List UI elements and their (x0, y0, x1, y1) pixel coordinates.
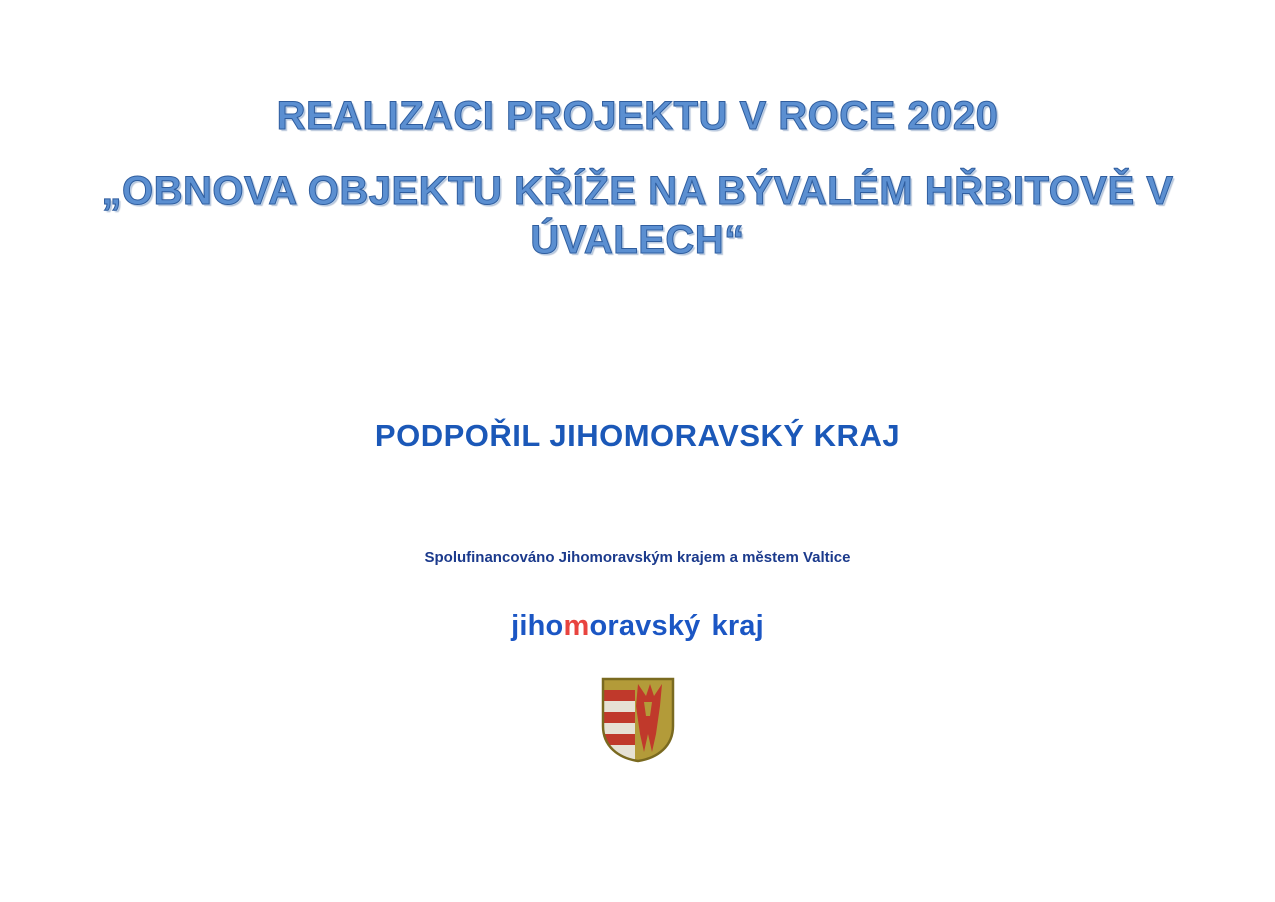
logo-word-accent: m (563, 610, 590, 642)
logo-wordmark (0, 610, 1275, 643)
crest-wrap (0, 676, 1275, 769)
heading-block (0, 92, 1275, 264)
logo-word-part1: jiho (511, 610, 564, 642)
cofinance-note: Spolufinancováno Jihomoravským krajem a městem Valtice (424, 549, 851, 566)
logo-word-part3: kraj (711, 610, 764, 642)
heading-line-2: „OBNOVA OBJEKTU KŘÍŽE NA BÝVALÉM HŘBITOVĚ V ÚVALECH“ (101, 168, 1174, 262)
coat-of-arms-icon (600, 676, 676, 764)
logo-word-part2: oravský (589, 610, 701, 642)
subtitle: PODPOŘIL JIHOMORAVSKÝ KRAJ (374, 418, 901, 453)
heading-line-1: REALIZACI PROJEKTU V ROCE 2020 (276, 94, 999, 138)
